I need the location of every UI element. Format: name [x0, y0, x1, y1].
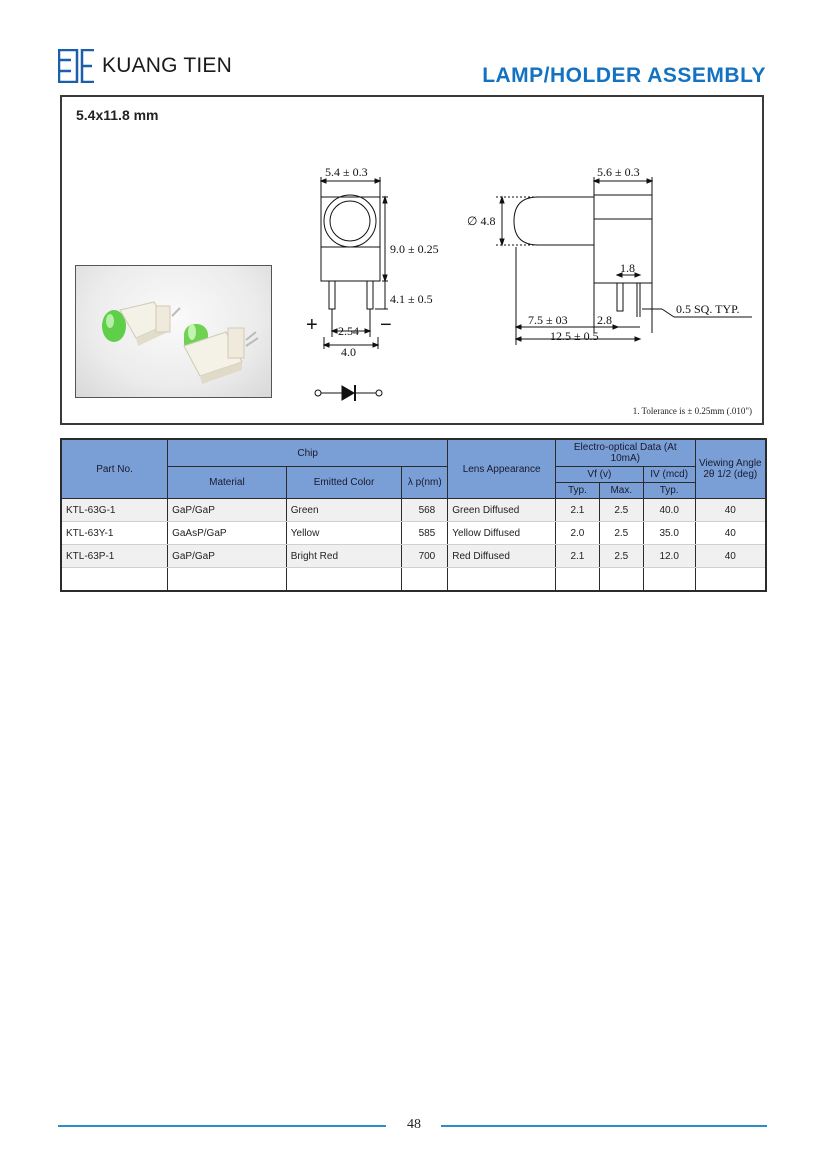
col-emitted-color: Emitted Color: [286, 467, 402, 499]
cell-part: KTL-63G-1: [61, 499, 168, 522]
dim-middle: 2.8: [597, 313, 612, 327]
cathode-minus: −: [380, 314, 392, 336]
cell-angle: 40: [695, 499, 766, 522]
kuang-tien-logo-icon: [58, 49, 96, 83]
dim-lead-length: 4.1 ± 0.5: [390, 292, 433, 306]
dim-overall-length: 12.5 ± 0.5: [550, 329, 599, 343]
spec-table: [60, 438, 767, 592]
cell-empty: [555, 568, 599, 592]
col-vf-typ: Typ.: [555, 483, 599, 499]
cell-part: KTL-63Y-1: [61, 522, 168, 545]
dim-lens-length: 7.5 ± 03: [528, 313, 568, 327]
cell-empty: [61, 568, 168, 592]
brand-logo: [58, 49, 232, 83]
dim-pitch: 2.54: [338, 324, 359, 338]
drawing-frame: [60, 95, 764, 425]
table-row: [61, 522, 766, 545]
dim-width-top: 5.4 ± 0.3: [325, 165, 368, 179]
cell-iv: 35.0: [643, 522, 695, 545]
col-material: Material: [168, 467, 287, 499]
cell-empty: [695, 568, 766, 592]
cell-empty: [402, 568, 448, 592]
dim-total-width: 4.0: [341, 345, 356, 359]
table-row: [61, 545, 766, 568]
cell-iv: 12.0: [643, 545, 695, 568]
cell-material: GaP/GaP: [168, 499, 287, 522]
page-title: LAMP/HOLDER ASSEMBLY: [482, 64, 766, 87]
table-row: [61, 499, 766, 522]
footer-rule-left: [58, 1125, 386, 1127]
cell-lambda: 568: [402, 499, 448, 522]
table-row-empty: [61, 568, 766, 592]
col-vf: Vf (v): [555, 467, 643, 483]
cell-vf-max: 2.5: [599, 545, 643, 568]
cell-lens: Green Diffused: [448, 499, 556, 522]
col-viewing-angle: Viewing Angle 2θ 1/2 (deg): [695, 439, 766, 499]
dim-body-height: 9.0 ± 0.25: [390, 242, 439, 256]
col-lambda: λ p(nm): [402, 467, 448, 499]
col-part-no: Part No.: [61, 439, 168, 499]
cell-vf-typ: 2.1: [555, 499, 599, 522]
brand-name: KUANG TIEN: [102, 54, 232, 77]
cell-empty: [448, 568, 556, 592]
cell-color: Bright Red: [286, 545, 402, 568]
cell-iv: 40.0: [643, 499, 695, 522]
col-iv: IV (mcd): [643, 467, 695, 483]
diode-symbol-icon: [315, 385, 382, 401]
cell-empty: [599, 568, 643, 592]
cell-material: GaAsP/GaP: [168, 522, 287, 545]
col-vf-max: Max.: [599, 483, 643, 499]
cell-material: GaP/GaP: [168, 545, 287, 568]
cell-angle: 40: [695, 545, 766, 568]
dim-depth: 5.6 ± 0.3: [597, 165, 640, 179]
cell-part: KTL-63P-1: [61, 545, 168, 568]
cell-lens: Red Diffused: [448, 545, 556, 568]
cell-empty: [168, 568, 287, 592]
anode-plus: +: [306, 314, 318, 336]
col-lens: Lens Appearance: [448, 439, 556, 499]
cell-lens: Yellow Diffused: [448, 522, 556, 545]
footer-rule-right: [441, 1125, 767, 1127]
dimension-drawing: [62, 97, 762, 423]
cell-vf-max: 2.5: [599, 499, 643, 522]
cell-vf-typ: 2.0: [555, 522, 599, 545]
cell-vf-typ: 2.1: [555, 545, 599, 568]
col-iv-typ: Typ.: [643, 483, 695, 499]
size-label: 5.4x11.8 mm: [76, 107, 159, 123]
dim-lead-square: 0.5 SQ. TYP.: [676, 302, 740, 316]
cell-empty: [643, 568, 695, 592]
cell-empty: [286, 568, 402, 592]
cell-lambda: 585: [402, 522, 448, 545]
dim-lead-offset: 1.8: [620, 261, 635, 275]
cell-angle: 40: [695, 522, 766, 545]
dim-lens-diameter: ∅ 4.8: [467, 214, 496, 228]
cell-color: Green: [286, 499, 402, 522]
col-electro-optical: Electro-optical Data (At 10mA): [555, 439, 695, 467]
cell-lambda: 700: [402, 545, 448, 568]
col-chip: Chip: [168, 439, 448, 467]
cell-vf-max: 2.5: [599, 522, 643, 545]
cell-color: Yellow: [286, 522, 402, 545]
page-number: 48: [407, 1117, 421, 1132]
tolerance-note: 1. Tolerance is ± 0.25mm (.010"): [632, 406, 752, 416]
